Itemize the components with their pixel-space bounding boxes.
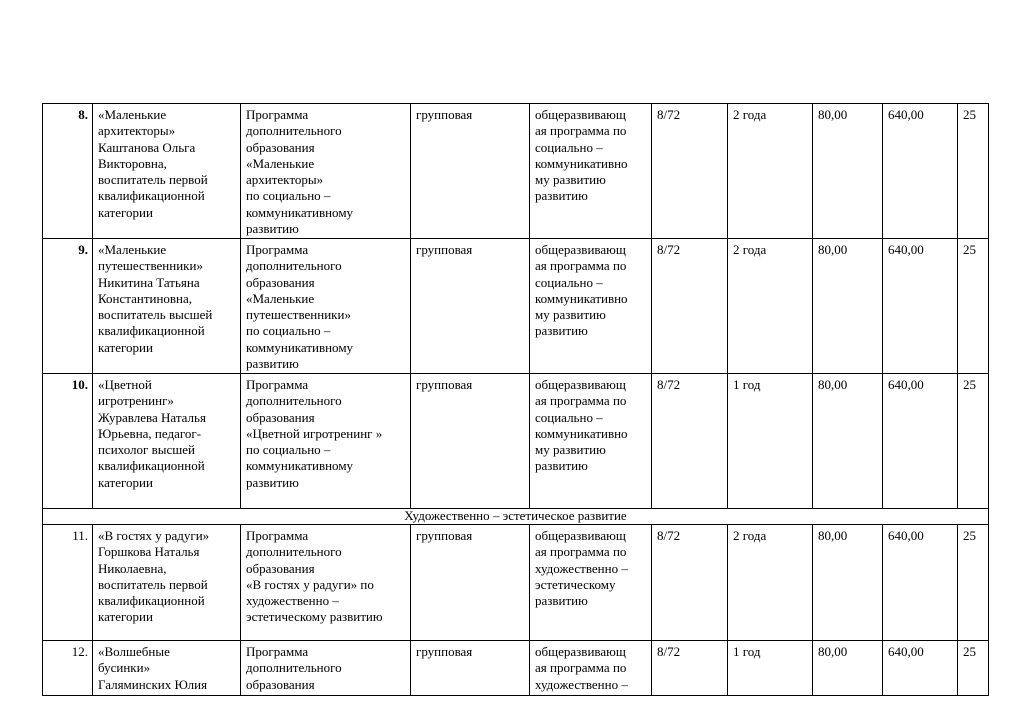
program-description-cell: Программа дополнительного образования xyxy=(241,641,411,696)
form-cell: групповая xyxy=(411,239,530,374)
form-cell: групповая xyxy=(411,641,530,696)
program-type-cell: общеразвивающ ая программа по социально – коммуникативно му развитию развитию xyxy=(530,374,652,509)
price-cell: 80,00 xyxy=(813,239,883,374)
total-cell: 640,00 xyxy=(883,374,958,509)
form-cell: групповая xyxy=(411,374,530,509)
total-cell: 640,00 xyxy=(883,104,958,239)
count-cell: 25 xyxy=(958,641,989,696)
count-cell: 25 xyxy=(958,104,989,239)
hours-cell: 8/72 xyxy=(652,104,728,239)
total-cell: 640,00 xyxy=(883,641,958,696)
duration-cell: 2 года xyxy=(728,525,813,641)
section-title: Художественно – эстетическое развитие xyxy=(43,509,989,525)
table-row xyxy=(43,641,989,696)
program-type-cell: общеразвивающ ая программа по социально – коммуникативно му развитию развитию xyxy=(530,104,652,239)
hours-cell: 8/72 xyxy=(652,525,728,641)
hours-cell: 8/72 xyxy=(652,641,728,696)
duration-cell: 1 год xyxy=(728,374,813,509)
form-cell: групповая xyxy=(411,104,530,239)
row-number: 8. xyxy=(43,104,93,239)
count-cell: 25 xyxy=(958,525,989,641)
program-description-cell: Программа дополнительного образования «В гостях у радуги» по художественно – эстетическому развитию xyxy=(241,525,411,641)
program-name-cell: «Маленькие архитекторы» Каштанова Ольга Викторовна, воспитатель первой квалификационной категории xyxy=(93,104,241,239)
count-cell: 25 xyxy=(958,374,989,509)
row-number: 9. xyxy=(43,239,93,374)
price-cell: 80,00 xyxy=(813,104,883,239)
program-name-cell: «Маленькие путешественники» Никитина Татьяна Константиновна, воспитатель высшей квалификационной категории xyxy=(93,239,241,374)
program-name-cell: «Цветной игротренинг» Журавлева Наталья Юрьевна, педагог- психолог высшей квалификационной категории xyxy=(93,374,241,509)
price-cell: 80,00 xyxy=(813,525,883,641)
form-cell: групповая xyxy=(411,525,530,641)
total-cell: 640,00 xyxy=(883,525,958,641)
program-name-cell: «В гостях у радуги» Горшкова Наталья Николаевна, воспитатель первой квалификационной категории xyxy=(93,525,241,641)
price-cell: 80,00 xyxy=(813,374,883,509)
table-row xyxy=(43,374,989,509)
table-row xyxy=(43,525,989,641)
programs-table xyxy=(42,103,989,696)
row-number: 12. xyxy=(43,641,93,696)
hours-cell: 8/72 xyxy=(652,374,728,509)
table-row xyxy=(43,239,989,374)
hours-cell: 8/72 xyxy=(652,239,728,374)
program-type-cell: общеразвивающ ая программа по художественно – xyxy=(530,641,652,696)
duration-cell: 2 года xyxy=(728,239,813,374)
row-number: 10. xyxy=(43,374,93,509)
count-cell: 25 xyxy=(958,239,989,374)
duration-cell: 2 года xyxy=(728,104,813,239)
program-description-cell: Программа дополнительного образования «Маленькие архитекторы» по социально – коммуникативному развитию xyxy=(241,104,411,239)
program-name-cell: «Волшебные бусинки» Галяминских Юлия xyxy=(93,641,241,696)
row-number: 11. xyxy=(43,525,93,641)
total-cell: 640,00 xyxy=(883,239,958,374)
program-description-cell: Программа дополнительного образования «Маленькие путешественники» по социально – коммуникативному развитию xyxy=(241,239,411,374)
program-description-cell: Программа дополнительного образования «Цветной игротренинг » по социально – коммуникативному развитию xyxy=(241,374,411,509)
duration-cell: 1 год xyxy=(728,641,813,696)
table-row xyxy=(43,104,989,239)
section-row xyxy=(43,509,989,525)
price-cell: 80,00 xyxy=(813,641,883,696)
program-type-cell: общеразвивающ ая программа по социально – коммуникативно му развитию развитию xyxy=(530,239,652,374)
program-type-cell: общеразвивающ ая программа по художественно – эстетическому развитию xyxy=(530,525,652,641)
